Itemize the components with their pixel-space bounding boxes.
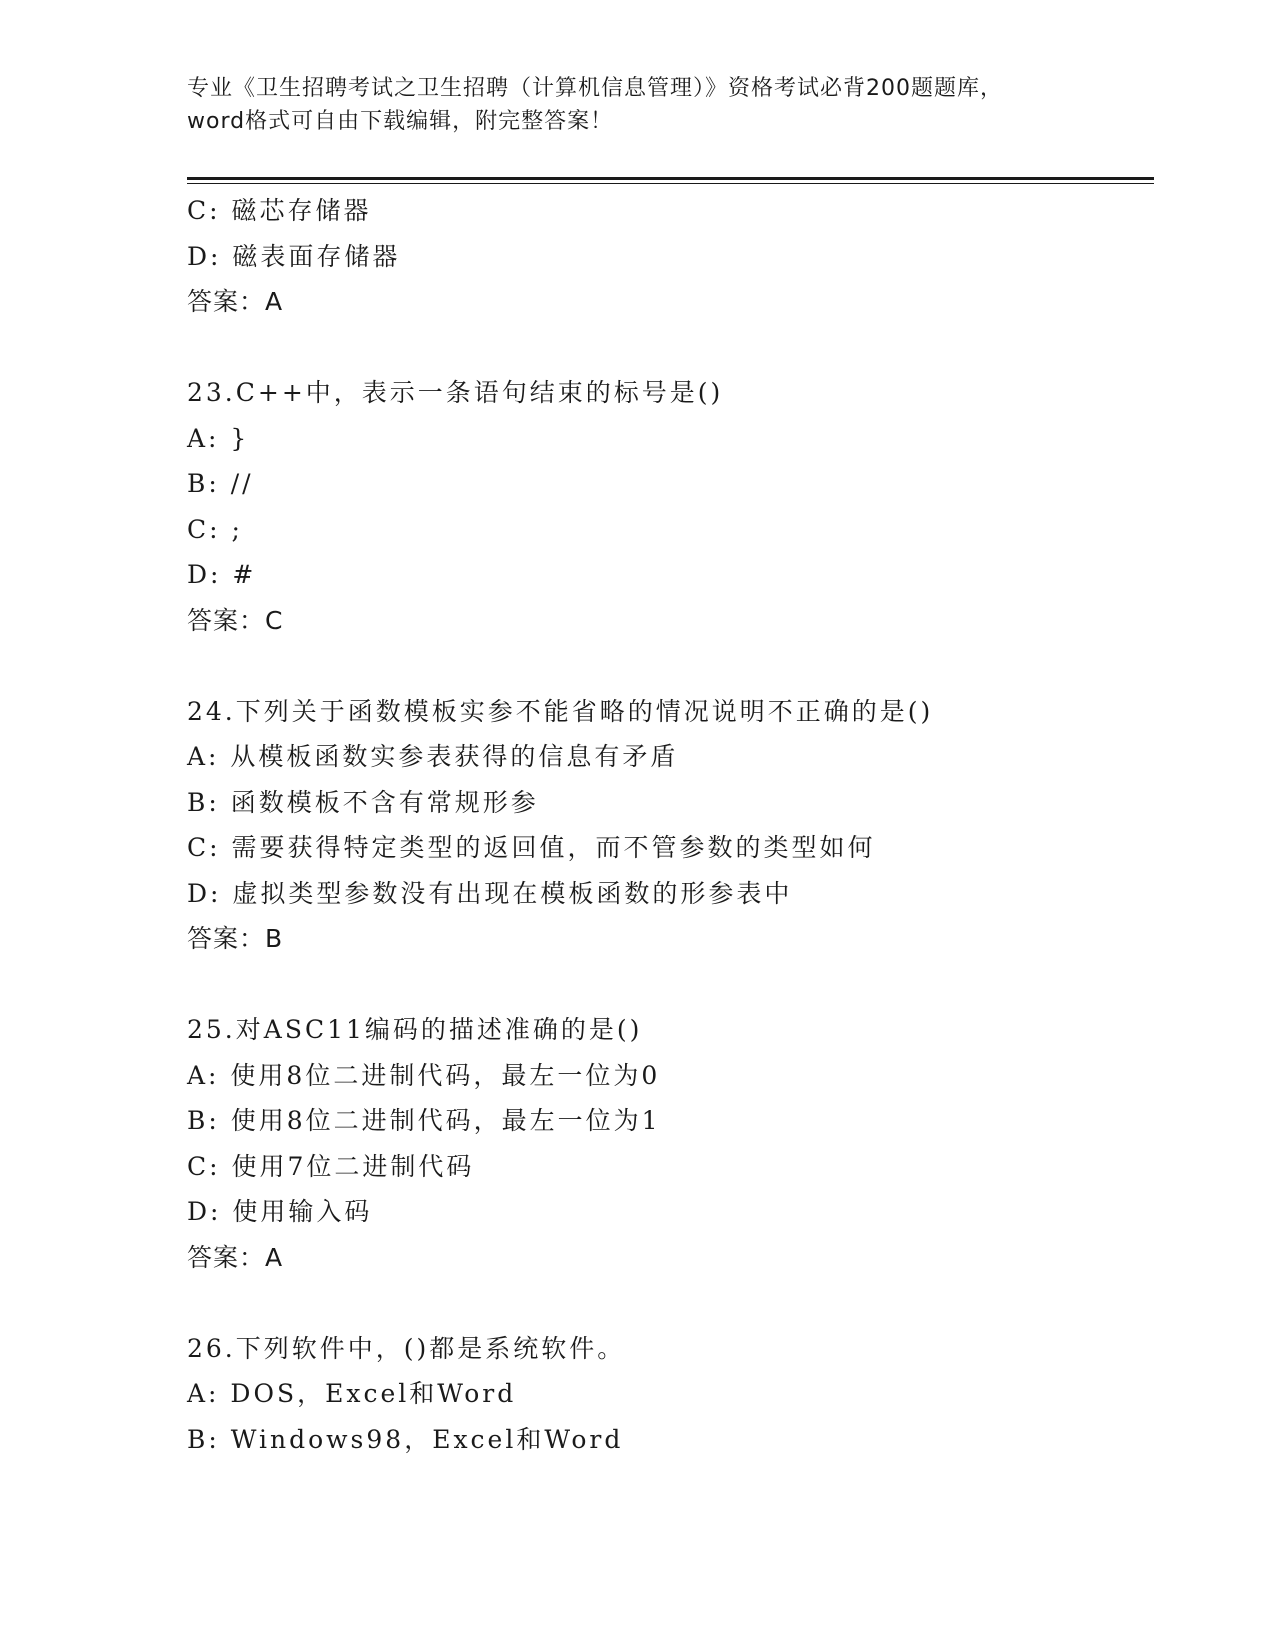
option-c: C: 磁芯存储器 bbox=[187, 196, 372, 225]
question-stem: 24.下列关于函数模板实参不能省略的情况说明不正确的是() bbox=[187, 696, 934, 726]
spacer bbox=[187, 1280, 1154, 1326]
document-header bbox=[187, 72, 1087, 138]
option-b: B: // bbox=[187, 469, 254, 498]
option-c: C: 使用7位二进制代码 bbox=[187, 1151, 475, 1181]
question-block-23 bbox=[187, 370, 1154, 643]
option-a: A: } bbox=[187, 423, 250, 453]
question-list bbox=[187, 188, 1154, 1462]
question-stem: 26.下列软件中，()都是系统软件。 bbox=[187, 1333, 626, 1363]
spacer bbox=[187, 962, 1154, 1008]
option-b: B: 使用8位二进制代码，最左一位为1 bbox=[187, 1106, 661, 1135]
option-d: D: 磁表面存储器 bbox=[187, 241, 401, 271]
answer-line: 答案：A bbox=[187, 287, 284, 316]
answer-line: 答案：C bbox=[187, 605, 284, 635]
answer-line: 答案：B bbox=[187, 924, 284, 953]
option-d: D: 虚拟类型参数没有出现在模板函数的形参表中 bbox=[187, 878, 793, 908]
question-block-22-partial bbox=[187, 188, 1154, 325]
option-d: D: 使用输入码 bbox=[187, 1197, 373, 1226]
question-stem: 23.C++中，表示一条语句结束的标号是() bbox=[187, 378, 724, 407]
option-b: B: Windows98，Excel和Word bbox=[187, 1424, 624, 1454]
option-a: A: DOS，Excel和Word bbox=[187, 1379, 517, 1408]
question-block-24 bbox=[187, 689, 1154, 962]
header-divider-thick bbox=[187, 177, 1154, 180]
question-block-25 bbox=[187, 1007, 1154, 1280]
option-c: C: ; bbox=[187, 514, 243, 544]
question-stem: 25.对ASC11编码的描述准确的是() bbox=[187, 1015, 643, 1044]
option-a: A: 使用8位二进制代码，最左一位为0 bbox=[187, 1060, 661, 1090]
spacer bbox=[187, 643, 1154, 689]
header-title-line-2: word格式可自由下载编辑，附完整答案！ bbox=[187, 109, 614, 134]
option-a: A: 从模板函数实参表获得的信息有矛盾 bbox=[187, 742, 679, 771]
option-b: B: 函数模板不含有常规形参 bbox=[187, 787, 539, 817]
header-divider-thin bbox=[187, 183, 1154, 184]
option-d: D: # bbox=[187, 560, 257, 589]
spacer bbox=[187, 325, 1154, 371]
header-title-line-1: 专业《卫生招聘考试之卫生招聘（计算机信息管理）》资格考试必背200题题库， bbox=[187, 76, 1003, 101]
answer-line: 答案：A bbox=[187, 1242, 284, 1272]
question-block-26 bbox=[187, 1326, 1154, 1463]
option-c: C: 需要获得特定类型的返回值，而不管参数的类型如何 bbox=[187, 833, 876, 862]
